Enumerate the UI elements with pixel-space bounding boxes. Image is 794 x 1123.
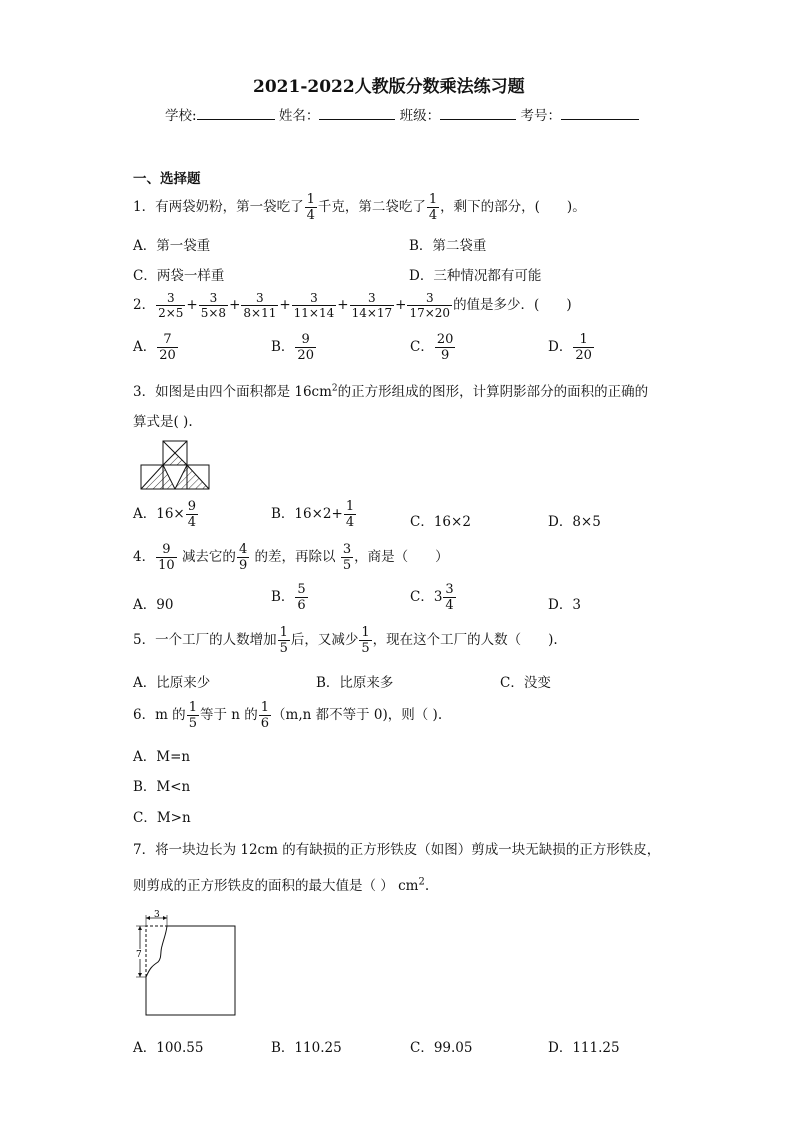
q2-option-a[interactable]: A． $\frac{7}{20}$ (133, 332, 176, 363)
question-3-line-1: 3．如图是由四个面积都是 $16cm^2$的正方形组成的图形，计算阴影部分的面积的正确的 (133, 383, 649, 400)
class-blank[interactable] (440, 107, 516, 120)
q4-option-d[interactable]: D．3 (548, 597, 581, 613)
class-label: 班级： (399, 108, 441, 124)
q6-option-b[interactable]: B．M<n (133, 779, 191, 795)
q3-option-b[interactable]: B．16×2+ $\frac{1}{4}$ (271, 499, 355, 530)
q1-fraction-2: $\frac{1}{4}$ (428, 192, 438, 223)
q3-option-a[interactable]: A．16× $\frac{9}{4}$ (133, 499, 197, 530)
question-5: 5．一个工厂的人数增加 $\frac{1}{5}$ 后，又减少 $\frac{1}{5}$ ，现在这个工厂的人数（ ). (133, 625, 558, 656)
q2-term-1: $\frac{3}{2\times 5}$ (158, 291, 184, 320)
name-blank[interactable] (319, 107, 395, 120)
q3-figure-squares (140, 438, 210, 490)
q4-option-c[interactable]: C．3 $\frac{3}{4}$ (410, 582, 454, 613)
q3-option-d[interactable]: D．8×5 (548, 514, 601, 530)
id-label: 考号： (520, 108, 561, 124)
q2-tail: 的值是多少．( ) (453, 297, 572, 313)
question-1 (133, 193, 586, 222)
q6-option-c[interactable]: C．M>n (133, 810, 191, 826)
q7-figure-top-label: 3 (154, 910, 160, 920)
q7-option-c[interactable]: C．99.05 (410, 1040, 473, 1056)
student-info-line (165, 104, 639, 124)
school-label: 学校: (165, 108, 197, 124)
section-title: 一、选择题 (133, 171, 201, 187)
question-2: 2． $\frac{3}{2\times 5}$ + $\frac{3}{5\times 8}$ + $\frac{3}{8\times 11}$ + $\frac{3}{11\times 14}$ + $\frac{3}{14\times 17}$ + $\frac{3}{17\times 20}$ 的值是多少．( ) (133, 291, 572, 320)
q1-text-3: ，剩下的部分，( )。 (440, 199, 586, 215)
q2-term-6: $\frac{3}{17\times 20}$ (409, 291, 451, 320)
q2-option-d[interactable]: D． $\frac{1}{20}$ (548, 332, 592, 363)
q2-term-3: $\frac{3}{8\times 11}$ (243, 291, 277, 320)
q6-option-a[interactable]: A．M=n (133, 749, 191, 765)
q2-term-2: $\frac{3}{5\times 8}$ (200, 291, 227, 320)
question-7-line-1: 7．将一块边长为 12cm 的有缺损的正方形铁皮（如图）剪成一块无缺损的正方形铁皮， (133, 842, 661, 858)
q7-option-d[interactable]: D．111.25 (548, 1040, 620, 1056)
q7-option-a[interactable]: A．100.55 (133, 1040, 204, 1056)
question-4: 4． $\frac{9}{10}$ 减去它的 $\frac{4}{9}$ 的差，再除以 $\frac{3}{5}$ ，商是（ ） (133, 542, 449, 573)
q1-text-2: 千克，第二袋吃了 (317, 199, 426, 215)
q4-option-b[interactable]: B． $\frac{5}{6}$ (271, 582, 306, 613)
q1-text-1: 1．有两袋奶粉，第一袋吃了 (133, 199, 304, 215)
q2-term-5: $\frac{3}{14\times 17}$ (351, 291, 393, 320)
q1-option-c[interactable]: C．两袋一样重 (133, 268, 225, 284)
q1-option-b[interactable]: B．第二袋重 (409, 238, 487, 254)
q2-option-b[interactable]: B． $\frac{9}{20}$ (271, 332, 314, 363)
q5-option-b[interactable]: B．比原来多 (316, 675, 394, 691)
q7-figure-damaged-square (132, 908, 238, 1018)
q7-figure-side-label: 7 (136, 950, 142, 960)
q7-option-b[interactable]: B．110.25 (271, 1040, 342, 1056)
q2-number: 2． (133, 297, 156, 313)
q2-term-4: $\frac{3}{11\times 14}$ (293, 291, 335, 320)
q4-option-a[interactable]: A．90 (133, 597, 174, 613)
q1-option-a[interactable]: A．第一袋重 (133, 238, 211, 254)
page-title: 2021-2022人教版分数乘法练习题 (253, 77, 525, 97)
school-blank[interactable] (197, 107, 275, 120)
id-blank[interactable] (561, 107, 639, 120)
question-3-line-2: 算式是( ). (133, 414, 193, 430)
name-label: 姓名： (278, 108, 320, 124)
q1-fraction-1: $\frac{1}{4}$ (306, 192, 315, 223)
q2-option-c[interactable]: C． $\frac{20}{9}$ (410, 332, 454, 363)
question-7-line-2: 则剪成的正方形铁皮的面积的最大值是（ ） $cm^2$. (133, 876, 430, 894)
q5-option-c[interactable]: C．没变 (500, 675, 551, 691)
q3-option-c[interactable]: C．16×2 (410, 514, 471, 530)
question-6: 6．m 的 $\frac{1}{5}$ 等于 n 的 $\frac{1}{6}$ （m,n 都不等于 0)，则（ ). (133, 700, 443, 731)
q1-option-d[interactable]: D．三种情况都有可能 (409, 268, 542, 284)
q5-option-a[interactable]: A．比原来少 (133, 675, 211, 691)
